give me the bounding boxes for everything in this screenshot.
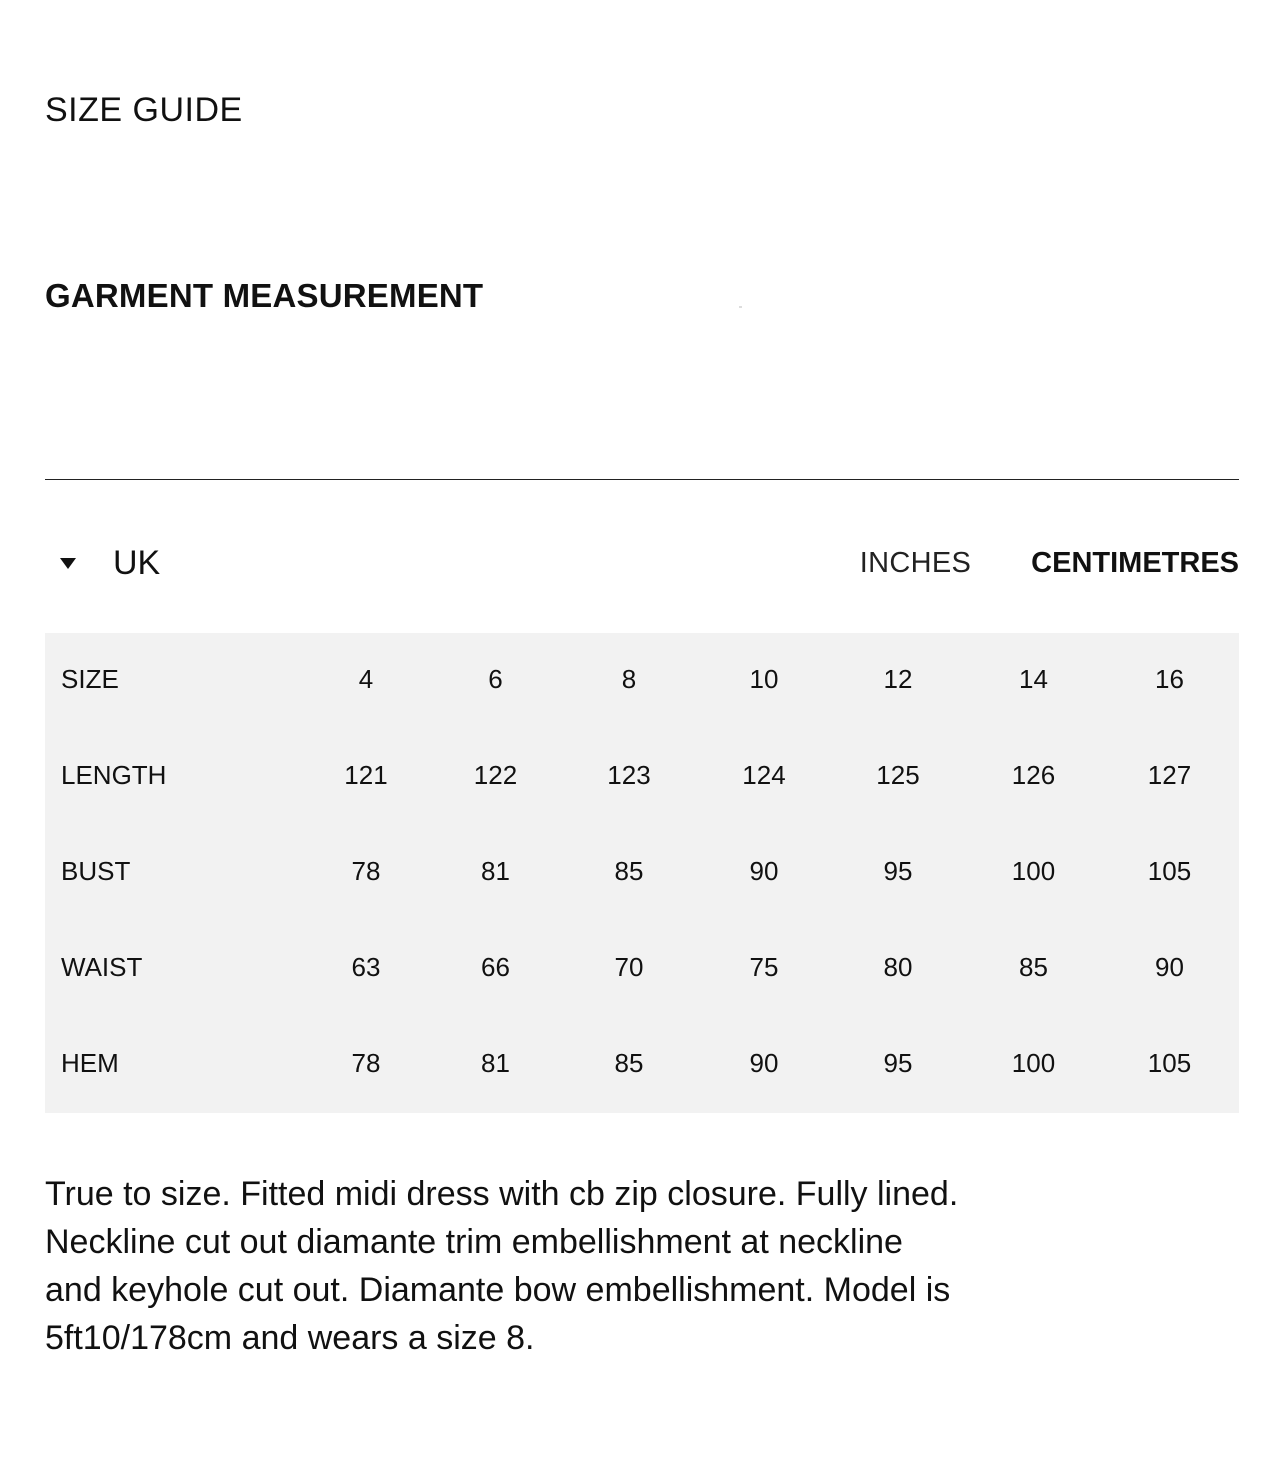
table-cell: 81 xyxy=(481,855,510,886)
table-row-bust xyxy=(45,825,1239,921)
table-cell: 14 xyxy=(1019,663,1048,694)
table-cell: 105 xyxy=(1147,855,1192,886)
table-cell: 63 xyxy=(351,951,381,982)
table-row-waist xyxy=(45,921,1239,1017)
table-cell: 90 xyxy=(749,1047,779,1078)
table-cell: 80 xyxy=(883,951,913,982)
table-cell: 90 xyxy=(1155,951,1184,982)
caret-down-icon[interactable] xyxy=(45,538,91,588)
table-cell: 8 xyxy=(621,663,637,694)
table-cell: 90 xyxy=(749,855,779,886)
row-label: BUST xyxy=(61,855,131,886)
row-label: WAIST xyxy=(61,951,143,982)
row-label: SIZE xyxy=(61,663,119,694)
table-cell: 100 xyxy=(1011,1047,1056,1078)
table-cell: 125 xyxy=(876,759,920,790)
table-cell: 66 xyxy=(481,951,510,982)
table-cell: 78 xyxy=(351,1047,381,1078)
table-cell: 85 xyxy=(1019,951,1048,982)
table-cell: 81 xyxy=(481,1047,510,1078)
description-line: True to size. Fitted midi dress with cb zip closure. Fully lined. xyxy=(45,1175,959,1213)
row-label: HEM xyxy=(61,1047,119,1078)
section-title: GARMENT MEASUREMENT xyxy=(45,277,484,314)
table-cell: 122 xyxy=(473,759,518,790)
table-cell: 85 xyxy=(614,1047,644,1078)
table-cell: 10 xyxy=(749,663,779,694)
size-table xyxy=(45,633,1239,1113)
table-cell: 4 xyxy=(358,663,374,694)
table-cell: 75 xyxy=(749,951,779,982)
table-cell: 95 xyxy=(883,855,913,886)
table-cell: 124 xyxy=(742,759,786,790)
table-cell: 95 xyxy=(883,1047,913,1078)
page-title: SIZE GUIDE xyxy=(45,91,243,129)
table-cell: 126 xyxy=(1011,759,1056,790)
table-cell: 85 xyxy=(614,855,644,886)
table-cell: 70 xyxy=(614,951,644,982)
unit-centimetres-option[interactable]: CENTIMETRES xyxy=(1031,547,1239,579)
region-selector[interactable] xyxy=(45,538,160,588)
description-line: 5ft10/178cm and wears a size 8. xyxy=(45,1319,535,1357)
row-label: LENGTH xyxy=(61,759,167,790)
description-line: Neckline cut out diamante trim embellishment at neckline xyxy=(45,1223,903,1261)
table-cell: 16 xyxy=(1155,663,1184,694)
unit-toggle xyxy=(860,538,1239,588)
table-cell: 78 xyxy=(351,855,381,886)
unit-inches-option[interactable]: INCHES xyxy=(859,547,972,579)
table-cell: 100 xyxy=(1011,855,1056,886)
description-line: and keyhole cut out. Diamante bow embellishment. Model is xyxy=(45,1271,951,1309)
divider xyxy=(45,479,1239,480)
table-row-size xyxy=(45,633,1239,729)
region-label[interactable]: UK xyxy=(113,544,161,582)
table-cell: 6 xyxy=(488,663,503,694)
table-row-hem xyxy=(45,1017,1239,1113)
table-cell: 127 xyxy=(1147,759,1192,790)
table-cell: 12 xyxy=(883,663,913,694)
decorative-dot xyxy=(739,306,742,308)
table-cell: 105 xyxy=(1147,1047,1192,1078)
table-cell: 121 xyxy=(344,759,388,790)
table-cell: 123 xyxy=(607,759,651,790)
table-row-length xyxy=(45,729,1239,825)
product-description xyxy=(45,1170,1055,1362)
